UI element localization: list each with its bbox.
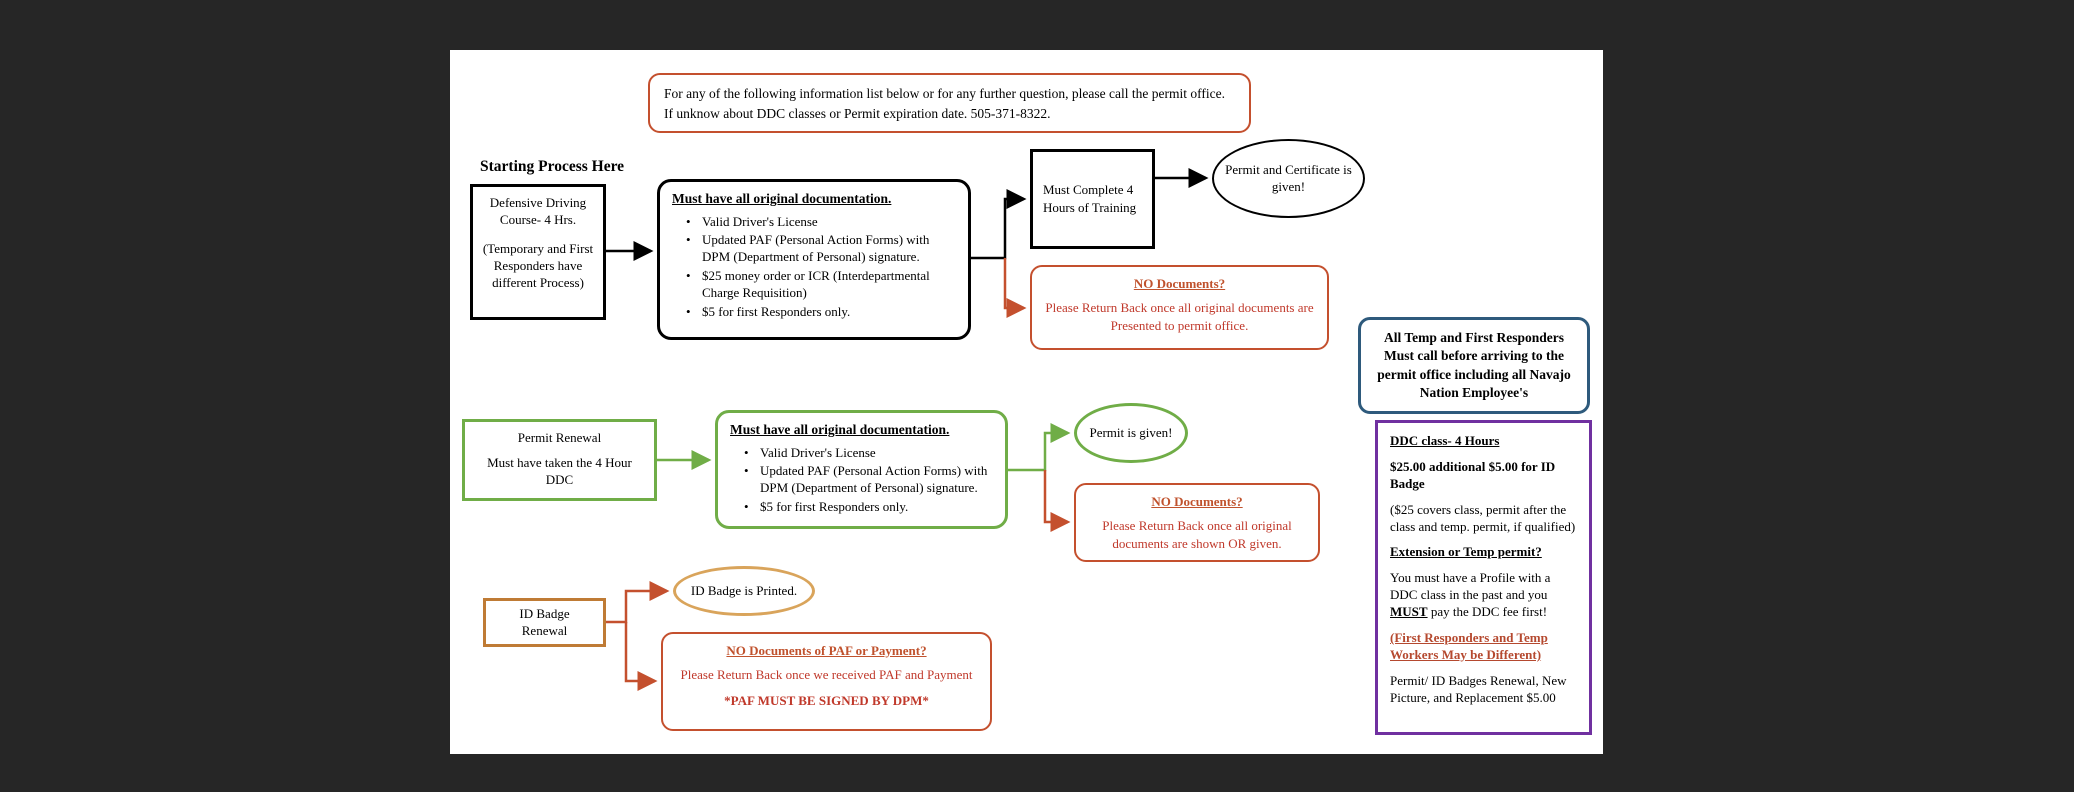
id-badge-renewal-text: ID Badge Renewal [519,605,570,638]
arrow-idbadge-to-printed [606,591,667,622]
id-badge-renewal-box [483,598,606,647]
spacer [475,447,644,455]
ddc-info-profile-line [1390,570,1577,621]
list-item [686,268,956,302]
no-documents-box-3 [661,632,992,731]
list-item [744,463,993,497]
id-badge-printed-ellipse [673,566,815,616]
document-page [450,50,1603,754]
permit-given-text: Permit is given! [1089,424,1173,440]
list-item [686,304,956,321]
spacer [479,229,597,241]
bullet-icon: • [744,444,749,460]
doc2-bullet-2: Updated PAF (Personal Action Forms) with DPM (Department of Personal) signature. [760,463,988,496]
renewal-line2: Must have taken the 4 Hour DDC [487,454,632,487]
starting-process-label: Starting Process Here [480,158,625,175]
ddc-info-title: DDC class- 4 Hours [1390,433,1500,448]
ddc-class-info-panel [1375,420,1592,735]
profile-must: MUST [1390,604,1428,620]
original-documentation-box-2 [715,410,1008,529]
bullet-icon: • [686,213,691,229]
temp-notice-text: All Temp and First Responders Must call before arriving to the permit office including all Navajo Nation Employee's [1377,330,1571,400]
ddc-info-extension-title: Extension or Temp permit? [1390,544,1542,560]
no-documents-box-1 [1030,265,1329,350]
doc2-title: Must have all original documentation. [730,422,950,437]
bullet-icon: • [686,304,691,319]
training-box-text: Must Complete 4 Hours of Training [1043,182,1137,215]
doc1-bullet-4: $5 for first Responders only. [702,304,851,319]
list-item [744,499,993,516]
temp-first-responders-notice [1358,317,1590,414]
notice-line2: If unknow about DDC classes or Permit expiration date. 505-371-8322. [664,105,1051,121]
ddc-box-line1: Defensive Driving Course- 4 Hrs. [489,195,587,227]
doc1-title: Must have all original documentation. [672,191,892,206]
ddc-info-responders: (First Responders and Temp Workers May be Different) [1390,630,1548,662]
bullet-icon: • [686,268,691,284]
profile-post: pay the DDC fee first! [1427,604,1548,620]
no-docs3-footer: *PAF MUST BE SIGNED BY DPM* [724,693,929,709]
original-documentation-box-1 [657,179,971,340]
arrow-docs2-to-permit-given [1008,433,1068,470]
doc1-bullet-list [672,214,956,321]
doc1-bullet-2: Updated PAF (Personal Action Forms) with DPM (Department of Personal) signature. [702,232,930,265]
permit-given-ellipse [1074,403,1188,463]
bullet-icon: • [744,499,749,515]
ddc-info-covers: ($25 covers class, permit after the class and temp. permit, if qualified) [1390,501,1576,534]
no-docs3-title: NO Documents of PAF or Payment? [726,643,927,658]
permit-certificate-ellipse [1212,139,1365,218]
permit-renewal-box [462,419,657,501]
permit-office-notice [648,73,1251,133]
doc2-bullet-1: Valid Driver's License [760,444,876,460]
ddc-info-price: $25.00 additional $5.00 for ID Badge [1390,458,1556,491]
id-badge-printed-text: ID Badge is Printed. [690,582,798,598]
renewal-line1: Permit Renewal [517,430,602,445]
arrow-docs-to-training [971,199,1024,258]
notice-line1: For any of the following information list below or for any further question, please call the permit office. [664,86,1225,101]
ddc-box-line2: (Temporary and First Responders have different Process) [482,240,594,290]
no-docs1-body: Please Return Back once all original documents are Presented to permit office. [1045,300,1314,334]
arrow-docs2-to-nodocs2 [1045,470,1068,522]
arrow-idbadge-to-nodocs3 [626,622,655,681]
no-documents-box-2 [1074,483,1320,562]
list-item [686,214,956,231]
profile-pre: You must have a Profile with a DDC class in the past and you [1390,570,1551,603]
bullet-icon: • [744,463,749,479]
doc1-bullet-3: $25 money order or ICR (Interdepartmental Charge Requisition) [702,268,930,301]
list-item [686,232,956,266]
doc1-bullet-1: Valid Driver's License [702,213,818,229]
bullet-icon: • [686,232,691,248]
permit-certificate-text: Permit and Certificate is given! [1225,161,1352,194]
defensive-driving-course-box [470,184,606,320]
list-item [744,445,993,462]
ddc-info-fees: Permit/ ID Badges Renewal, New Picture, and Replacement $5.00 [1390,672,1567,705]
doc2-bullet-3: $5 for first Responders only. [760,499,909,515]
no-docs2-body: Please Return Back once all original documents are shown OR given. [1102,518,1292,552]
doc2-bullet-list [730,445,993,517]
arrow-docs-to-nodocs1 [1005,258,1024,308]
no-docs2-title: NO Documents? [1151,494,1243,509]
training-hours-box [1030,149,1155,249]
no-docs1-title: NO Documents? [1133,276,1226,291]
no-docs3-body: Please Return Back once we received PAF and Payment [680,667,973,683]
